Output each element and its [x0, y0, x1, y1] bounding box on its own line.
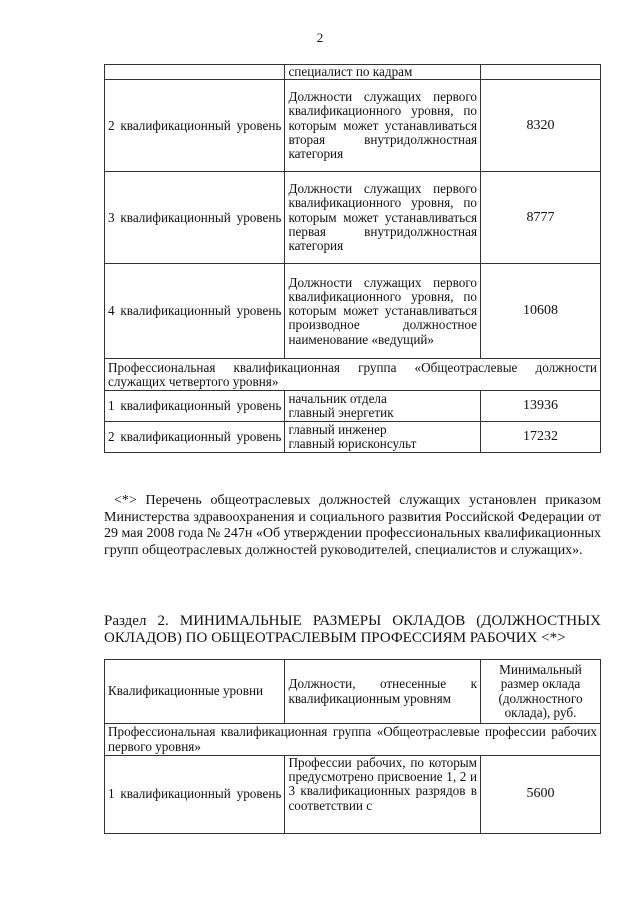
section-title-line: ОКЛАДОВ) ПО ОБЩЕОТРАСЛЕВЫМ ПРОФЕССИЯМ РАБОЧИХ <*> — [104, 630, 566, 646]
table-header-row — [105, 660, 601, 724]
position-name: главный инженер — [288, 422, 387, 437]
table-row — [105, 65, 601, 80]
header-salary: Минимальный размер оклада (должностного оклада), руб. — [481, 660, 601, 724]
table-cell-level: 2 квалификационный уровень — [105, 80, 285, 172]
table-cell-salary: 17232 — [481, 422, 601, 453]
table-row — [105, 80, 601, 172]
group-title: Профессиональная квалификационная группа «Общеотраслевые должности служащих четвертого уровня» — [105, 359, 601, 391]
table-row — [105, 422, 601, 453]
table-cell-salary: 8320 — [481, 80, 601, 172]
position-name: главный юрисконсульт — [288, 436, 417, 452]
table-cell-level: 3 квалификационный уровень — [105, 172, 285, 264]
section-title — [104, 613, 601, 647]
header-positions: Должности, отнесенные к квалификационным уровням — [285, 660, 481, 724]
header-level: Квалификационные уровни — [105, 660, 285, 724]
section-title-line: Раздел 2. МИНИМАЛЬНЫЕ РАЗМЕРЫ ОКЛАДОВ (ДОЛЖНОСТНЫХ — [104, 613, 601, 629]
table-cell-positions — [285, 391, 481, 422]
position-name: главный энергетик — [288, 405, 394, 421]
table-cell-salary: 5600 — [481, 756, 601, 834]
position-name: начальник отдела — [288, 391, 387, 406]
salary-table-servants — [104, 64, 601, 453]
table-cell-positions: Должности служащих первого квалификационного уровня, по которым может устанавливаться вторая внутридолжностная категория — [285, 80, 481, 172]
page-number: 2 — [316, 30, 324, 45]
group-title: Профессиональная квалификационная группа «Общеотраслевые профессии рабочих первого уровня» — [105, 724, 601, 756]
table-cell-positions: Должности служащих первого квалификационного уровня, по которым может устанавливаться производное должностное наименование «ведущий» — [285, 264, 481, 359]
table-cell-salary: 8777 — [481, 172, 601, 264]
table-row — [105, 391, 601, 422]
table-cell-positions: Профессии рабочих, по которым предусмотрено присвоение 1, 2 и 3 квалификационных разрядов в соответствии с — [285, 756, 481, 834]
footnote: <*> Перечень общеотраслевых должностей служащих установлен приказом Министерства здравоохранения и социального развития Российской Федерации от 29 мая 2008 года № 247н «Об утверждении профессиональных квалификационных групп общеотраслевых должностей руководителей, специалистов и служащих». — [104, 493, 601, 558]
table-cell-salary — [481, 65, 601, 80]
table-cell-level: 1 квалификационный уровень — [105, 391, 285, 422]
table-row — [105, 756, 601, 834]
table-row — [105, 264, 601, 359]
table-cell-positions — [285, 422, 481, 453]
table-group-row — [105, 724, 601, 756]
table-cell-salary: 10608 — [481, 264, 601, 359]
table-cell-level — [105, 65, 285, 80]
table-cell-level: 4 квалификационный уровень — [105, 264, 285, 359]
table-cell-salary: 13936 — [481, 391, 601, 422]
table-cell-level: 1 квалификационный уровень — [105, 756, 285, 834]
table-group-row — [105, 359, 601, 391]
table-cell-positions: Должности служащих первого квалификационного уровня, по которым может устанавливаться первая внутридолжностная категория — [285, 172, 481, 264]
salary-table-workers — [104, 659, 601, 834]
table-cell-positions: специалист по кадрам — [285, 65, 481, 80]
table-cell-level: 2 квалификационный уровень — [105, 422, 285, 453]
table-row — [105, 172, 601, 264]
